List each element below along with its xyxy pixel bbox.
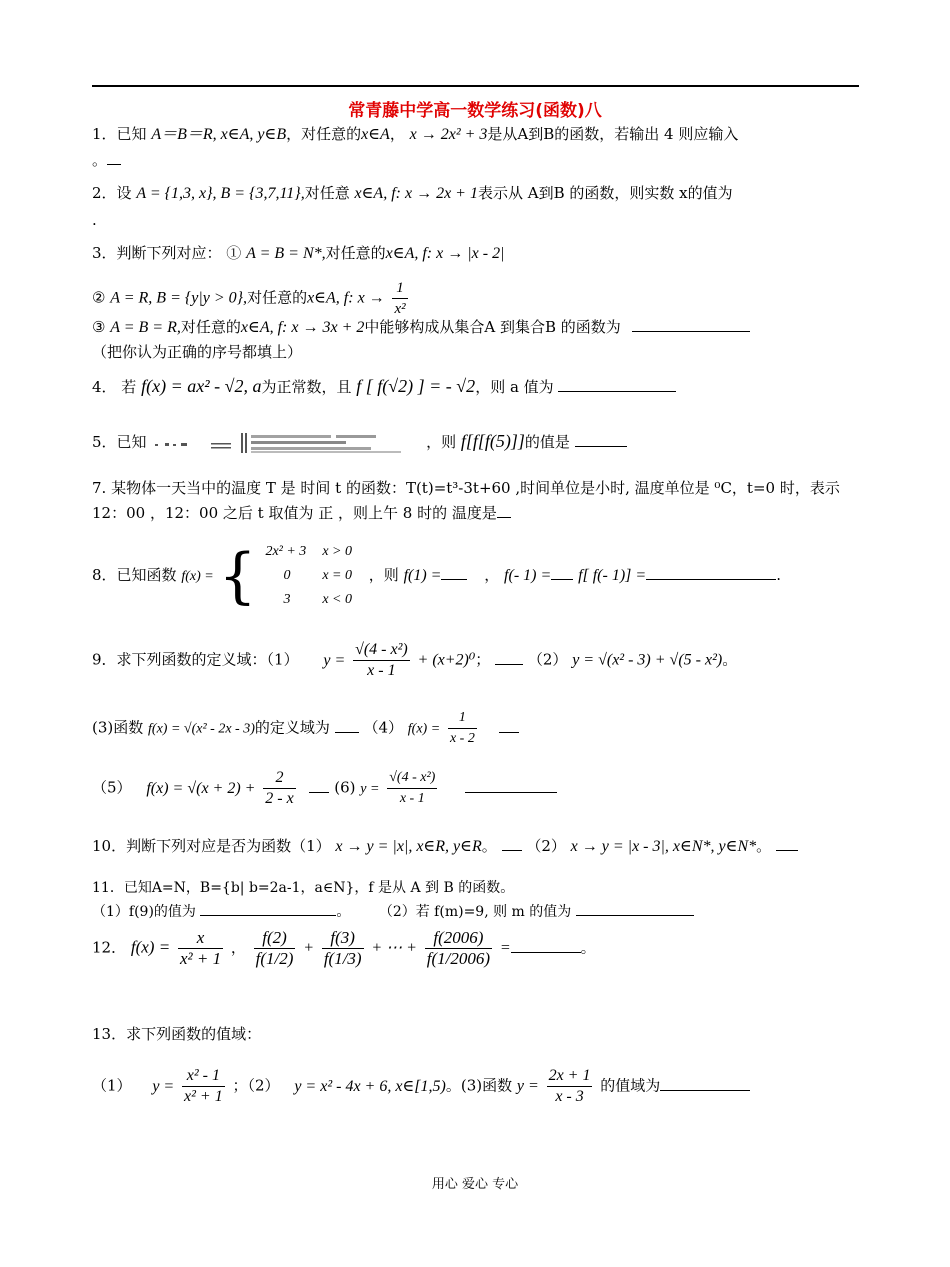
q3-2-text: 对任意的 bbox=[247, 288, 308, 307]
q5-answer-blank[interactable] bbox=[575, 432, 627, 447]
q1-answer-blank[interactable] bbox=[107, 150, 121, 165]
q3-2-math: A = R, B = {y|y > 0}, bbox=[110, 289, 248, 307]
q9-2-math: y = √(x² - 3) + √(5 - x²) bbox=[572, 651, 723, 669]
question-3-item-3 bbox=[92, 317, 750, 338]
q2-math-sets: A = {1,3, x}, B = {3,7,11}, bbox=[136, 185, 305, 202]
q5-label: 5．已知 bbox=[92, 433, 147, 451]
q7-answer-blank[interactable] bbox=[497, 503, 511, 518]
q9-4-numerator: 1 bbox=[448, 708, 477, 729]
header-rule bbox=[92, 85, 859, 87]
q8-case-1-expr: 2x² + 3 bbox=[265, 544, 307, 559]
q9-6-denominator: x - 1 bbox=[399, 791, 425, 806]
q4-label: 4． 若 bbox=[92, 378, 137, 396]
q8-case-2-expr: 0 bbox=[283, 568, 291, 583]
q1-text-2: 是从A到B的函数，若输出 4 则应输入 bbox=[487, 125, 739, 143]
q8-piecewise-cases bbox=[261, 540, 364, 612]
q13-1-label: （1） bbox=[92, 1076, 132, 1095]
q3-1-math: A = B = N*, bbox=[246, 245, 326, 262]
q1-math-x: x∈A bbox=[361, 126, 390, 143]
q1-math-sets: A＝B＝R, x∈A, y∈B bbox=[151, 126, 287, 143]
q12-comma: ， bbox=[230, 938, 246, 957]
q9-1-fraction bbox=[353, 640, 410, 681]
q8-case-1-cond: x > 0 bbox=[322, 544, 352, 559]
q3-3-map: x∈A, f: x → 3x + 2 bbox=[240, 319, 365, 336]
question-2-end bbox=[92, 210, 97, 230]
q10-1-end: 。 bbox=[481, 837, 497, 855]
q3-2-denominator: x² bbox=[394, 301, 406, 317]
q10-2-end: 。 bbox=[756, 837, 772, 855]
question-9-part-3 bbox=[92, 708, 519, 749]
q13-3-text: 的值域为 bbox=[600, 1076, 661, 1095]
q12-dots: + ⋯ + bbox=[371, 939, 417, 957]
q9-3-blank[interactable] bbox=[335, 718, 359, 733]
q1-end: 。 bbox=[92, 151, 108, 169]
q8-comma: ， bbox=[484, 566, 500, 584]
q3-3-text: 对任意的 bbox=[180, 318, 241, 336]
q2-label: 2．设 bbox=[92, 184, 132, 202]
question-10 bbox=[92, 836, 798, 857]
q8-ffneg1-blank[interactable] bbox=[646, 565, 776, 580]
q9-1-denominator: x - 1 bbox=[367, 662, 396, 679]
q9-5-blank[interactable] bbox=[309, 778, 329, 793]
q9-4-blank[interactable] bbox=[499, 718, 519, 733]
q9-2-label: （2） bbox=[527, 650, 568, 669]
q8-case-3-expr: 3 bbox=[283, 592, 291, 607]
q9-5-math: f(x) = √(x + 2) + bbox=[146, 779, 256, 797]
q12-term-3-den: f(1/2006) bbox=[426, 949, 491, 968]
q12-fx-denominator: x² + 1 bbox=[179, 949, 222, 968]
q3-2-map: x∈A, f: x → bbox=[307, 289, 385, 307]
q9-4-label: （4） bbox=[363, 718, 403, 737]
question-5 bbox=[92, 430, 627, 456]
q11-1-end: 。 bbox=[336, 904, 351, 920]
q12-fx-numerator: x bbox=[178, 928, 223, 949]
q12-equals: = bbox=[499, 939, 511, 957]
q3-2-numerator: 1 bbox=[392, 278, 407, 299]
q13-2-math: y = x² - 4x + 6, x∈[1,5) bbox=[294, 1077, 446, 1095]
q10-2-blank[interactable] bbox=[776, 836, 798, 851]
q11-1-text: （1）f(9)的值为 bbox=[92, 904, 196, 920]
q8-end: . bbox=[776, 566, 781, 584]
q3-answer-blank[interactable] bbox=[632, 317, 750, 332]
q10-2-math: x → y = |x - 3|, x∈N*, y∈N* bbox=[570, 838, 757, 855]
q13-3-y: y = bbox=[516, 1077, 539, 1095]
q7-text: 7. 某物体一天当中的温度 T 是 时间 t 的函数：T(t)=t³-3t+60 ,时间单位是小时, 温度单位是 ⁰C，t=0 时，表示 bbox=[92, 479, 840, 497]
q8-text: ，则 bbox=[368, 566, 399, 584]
q11-text: 11．已知A=N，B={b| b=2a-1，a∈N}，f 是从 A 到 B 的函数。 bbox=[92, 880, 515, 896]
q13-1-numerator: x² - 1 bbox=[182, 1066, 225, 1087]
q5-text: ，则 bbox=[426, 433, 457, 451]
question-1 bbox=[92, 124, 738, 145]
q5-garbled-formula-image bbox=[151, 430, 421, 456]
q9-1-numerator: √(4 - x²) bbox=[353, 640, 410, 661]
q5-text-2: 的值是 bbox=[524, 433, 570, 451]
q12-term-2-num: f(3) bbox=[322, 928, 364, 949]
q9-4-denominator: x - 2 bbox=[449, 731, 475, 746]
q4-text: 为正常数，且 bbox=[261, 378, 352, 396]
q10-2-label: （2） bbox=[526, 837, 566, 855]
q12-label: 12． bbox=[92, 938, 127, 957]
question-12 bbox=[92, 928, 596, 998]
q1-comma: ， bbox=[389, 125, 405, 143]
question-1-end bbox=[92, 150, 121, 170]
q2-math-map: x∈A, f: x → 2x + 1 bbox=[354, 185, 478, 202]
q12-fx: f(x) = bbox=[130, 937, 171, 957]
q9-4-fx: f(x) = bbox=[407, 721, 441, 737]
q8-fx: f(x) = bbox=[181, 569, 214, 584]
question-4 bbox=[92, 376, 676, 397]
q1-text: ，对任意的 bbox=[286, 125, 362, 143]
q12-term-3-num: f(2006) bbox=[425, 928, 492, 949]
q1-math-map: x → 2x² + 3 bbox=[409, 126, 488, 143]
q9-6-fraction bbox=[387, 768, 437, 809]
q13-1-fraction bbox=[182, 1066, 225, 1107]
q9-sep: ； bbox=[475, 650, 491, 669]
q2-end: . bbox=[92, 211, 97, 229]
q8-brace: { bbox=[218, 541, 257, 611]
q13-3-label: 。(3)函数 bbox=[445, 1076, 513, 1095]
q4-answer-blank[interactable] bbox=[558, 377, 676, 392]
q13-3-denominator: x - 3 bbox=[555, 1088, 584, 1105]
q12-term-1-den: f(1/2) bbox=[255, 949, 294, 968]
q9-5-fraction bbox=[263, 768, 295, 809]
page-footer: 用心 爱心 专心 bbox=[431, 1177, 519, 1192]
q3-2-label: ② bbox=[92, 288, 106, 307]
q13-heading: 13．求下列函数的值域： bbox=[92, 1025, 262, 1043]
q12-term-2-den: f(1/3) bbox=[323, 949, 362, 968]
question-11 bbox=[92, 878, 514, 898]
question-8 bbox=[92, 540, 781, 612]
q8-ffneg1: f[ f(- 1)] = bbox=[578, 567, 647, 584]
q9-5-numerator: 2 bbox=[263, 768, 295, 789]
q9-6-y: y = bbox=[360, 781, 380, 797]
q8-label: 8．已知函数 bbox=[92, 566, 177, 584]
q8-fneg1: f(- 1) = bbox=[504, 567, 552, 584]
question-9-part-5 bbox=[92, 768, 557, 809]
q5-math: f[f[f(5)]] bbox=[460, 431, 525, 451]
page-title: 常青藤中学高一数学练习(函数)八 bbox=[348, 101, 602, 121]
q9-3-label: (3)函数 bbox=[92, 718, 144, 737]
question-7-line-2 bbox=[92, 503, 511, 523]
q12-term-3 bbox=[425, 928, 492, 969]
q9-1-blank[interactable] bbox=[495, 650, 523, 665]
q3-2-fraction bbox=[392, 278, 407, 319]
q11-1-blank[interactable] bbox=[200, 901, 336, 916]
q9-3-math: f(x) = √(x² - 2x - 3) bbox=[148, 721, 255, 737]
q9-3-text: 的定义域为 bbox=[254, 718, 330, 737]
q13-2-label: ；（2） bbox=[232, 1076, 280, 1095]
q12-term-1-num: f(2) bbox=[254, 928, 296, 949]
q9-6-label: (6) bbox=[334, 778, 356, 797]
q12-term-2 bbox=[322, 928, 364, 969]
q13-3-blank[interactable] bbox=[660, 1076, 750, 1091]
q4-math-eq: f [ f(√2) ] = - √2 bbox=[356, 376, 476, 396]
q10-label: 10．判断下列对应是否为函数（1） bbox=[92, 837, 331, 855]
q3-label: 3．判断下列对应： ① bbox=[92, 244, 242, 262]
q3-hint: （把你认为正确的序号都填上） bbox=[92, 343, 303, 361]
q8-case-2-cond: x = 0 bbox=[322, 568, 352, 583]
question-11-parts bbox=[92, 901, 694, 922]
q13-1-y: y = bbox=[152, 1077, 175, 1095]
q9-6-blank[interactable] bbox=[465, 778, 557, 793]
q8-fneg1-blank[interactable] bbox=[551, 565, 573, 580]
question-7 bbox=[92, 478, 840, 498]
q12-term-1 bbox=[254, 928, 296, 969]
q4-text-2: ，则 a 值为 bbox=[475, 378, 554, 396]
q9-label: 9．求下列函数的定义域：（1） bbox=[92, 650, 299, 669]
q1-label: 1．已知 bbox=[92, 125, 147, 143]
question-13-parts bbox=[92, 1066, 750, 1107]
question-3-item-2 bbox=[92, 278, 411, 319]
q11-2-blank[interactable] bbox=[576, 901, 694, 916]
q9-4-fraction bbox=[448, 708, 477, 749]
q8-case-3-cond: x < 0 bbox=[322, 592, 352, 607]
q2-text: 对任意 bbox=[304, 184, 350, 202]
q13-3-numerator: 2x + 1 bbox=[547, 1066, 593, 1087]
question-2 bbox=[92, 183, 733, 204]
q9-1-tail: + (x+2)⁰ bbox=[417, 651, 476, 669]
q9-5-label: （5） bbox=[92, 778, 132, 797]
q4-math-f: f(x) = ax² - √2, a bbox=[141, 376, 262, 396]
question-3-hint bbox=[92, 342, 302, 362]
q3-1-map: x∈A, f: x → |x - 2| bbox=[385, 245, 505, 262]
q10-1-math: x → y = |x|, x∈R, y∈R bbox=[335, 838, 482, 855]
q9-6-numerator: √(4 - x²) bbox=[387, 768, 437, 789]
q13-3-fraction bbox=[547, 1066, 593, 1107]
q3-3-text-2: 中能够构成从集合A 到集合B 的函数为 bbox=[364, 318, 621, 336]
q12-fx-fraction bbox=[178, 928, 223, 969]
q12-plus: + bbox=[303, 939, 315, 957]
q2-text-2: 表示从 A到B 的函数，则实数 x的值为 bbox=[477, 184, 733, 202]
q3-3-label: ③ bbox=[92, 318, 106, 336]
q9-2-end: 。 bbox=[722, 650, 738, 669]
question-3 bbox=[92, 243, 504, 264]
q9-1-y: y = bbox=[323, 651, 346, 669]
q12-end: 。 bbox=[580, 938, 596, 957]
question-13 bbox=[92, 1024, 261, 1044]
q11-2-text: （2）若 f(m)=9, 则 m 的值为 bbox=[378, 904, 572, 920]
q8-f1: f(1) = bbox=[403, 567, 442, 584]
q8-f1-blank[interactable] bbox=[441, 565, 467, 580]
q9-5-denominator: 2 - x bbox=[265, 790, 294, 807]
q7-text-2: 12：00 ，12：00 之后 t 取值为 正 ，则上午 8 时的 温度是 bbox=[92, 504, 497, 522]
q10-1-blank[interactable] bbox=[502, 836, 522, 851]
q13-1-denominator: x² + 1 bbox=[184, 1088, 223, 1105]
q3-3-math: A = B = R, bbox=[110, 319, 181, 336]
question-9 bbox=[92, 640, 737, 681]
q12-answer-blank[interactable] bbox=[511, 938, 581, 953]
q3-1-text: 对任意的 bbox=[325, 244, 386, 262]
